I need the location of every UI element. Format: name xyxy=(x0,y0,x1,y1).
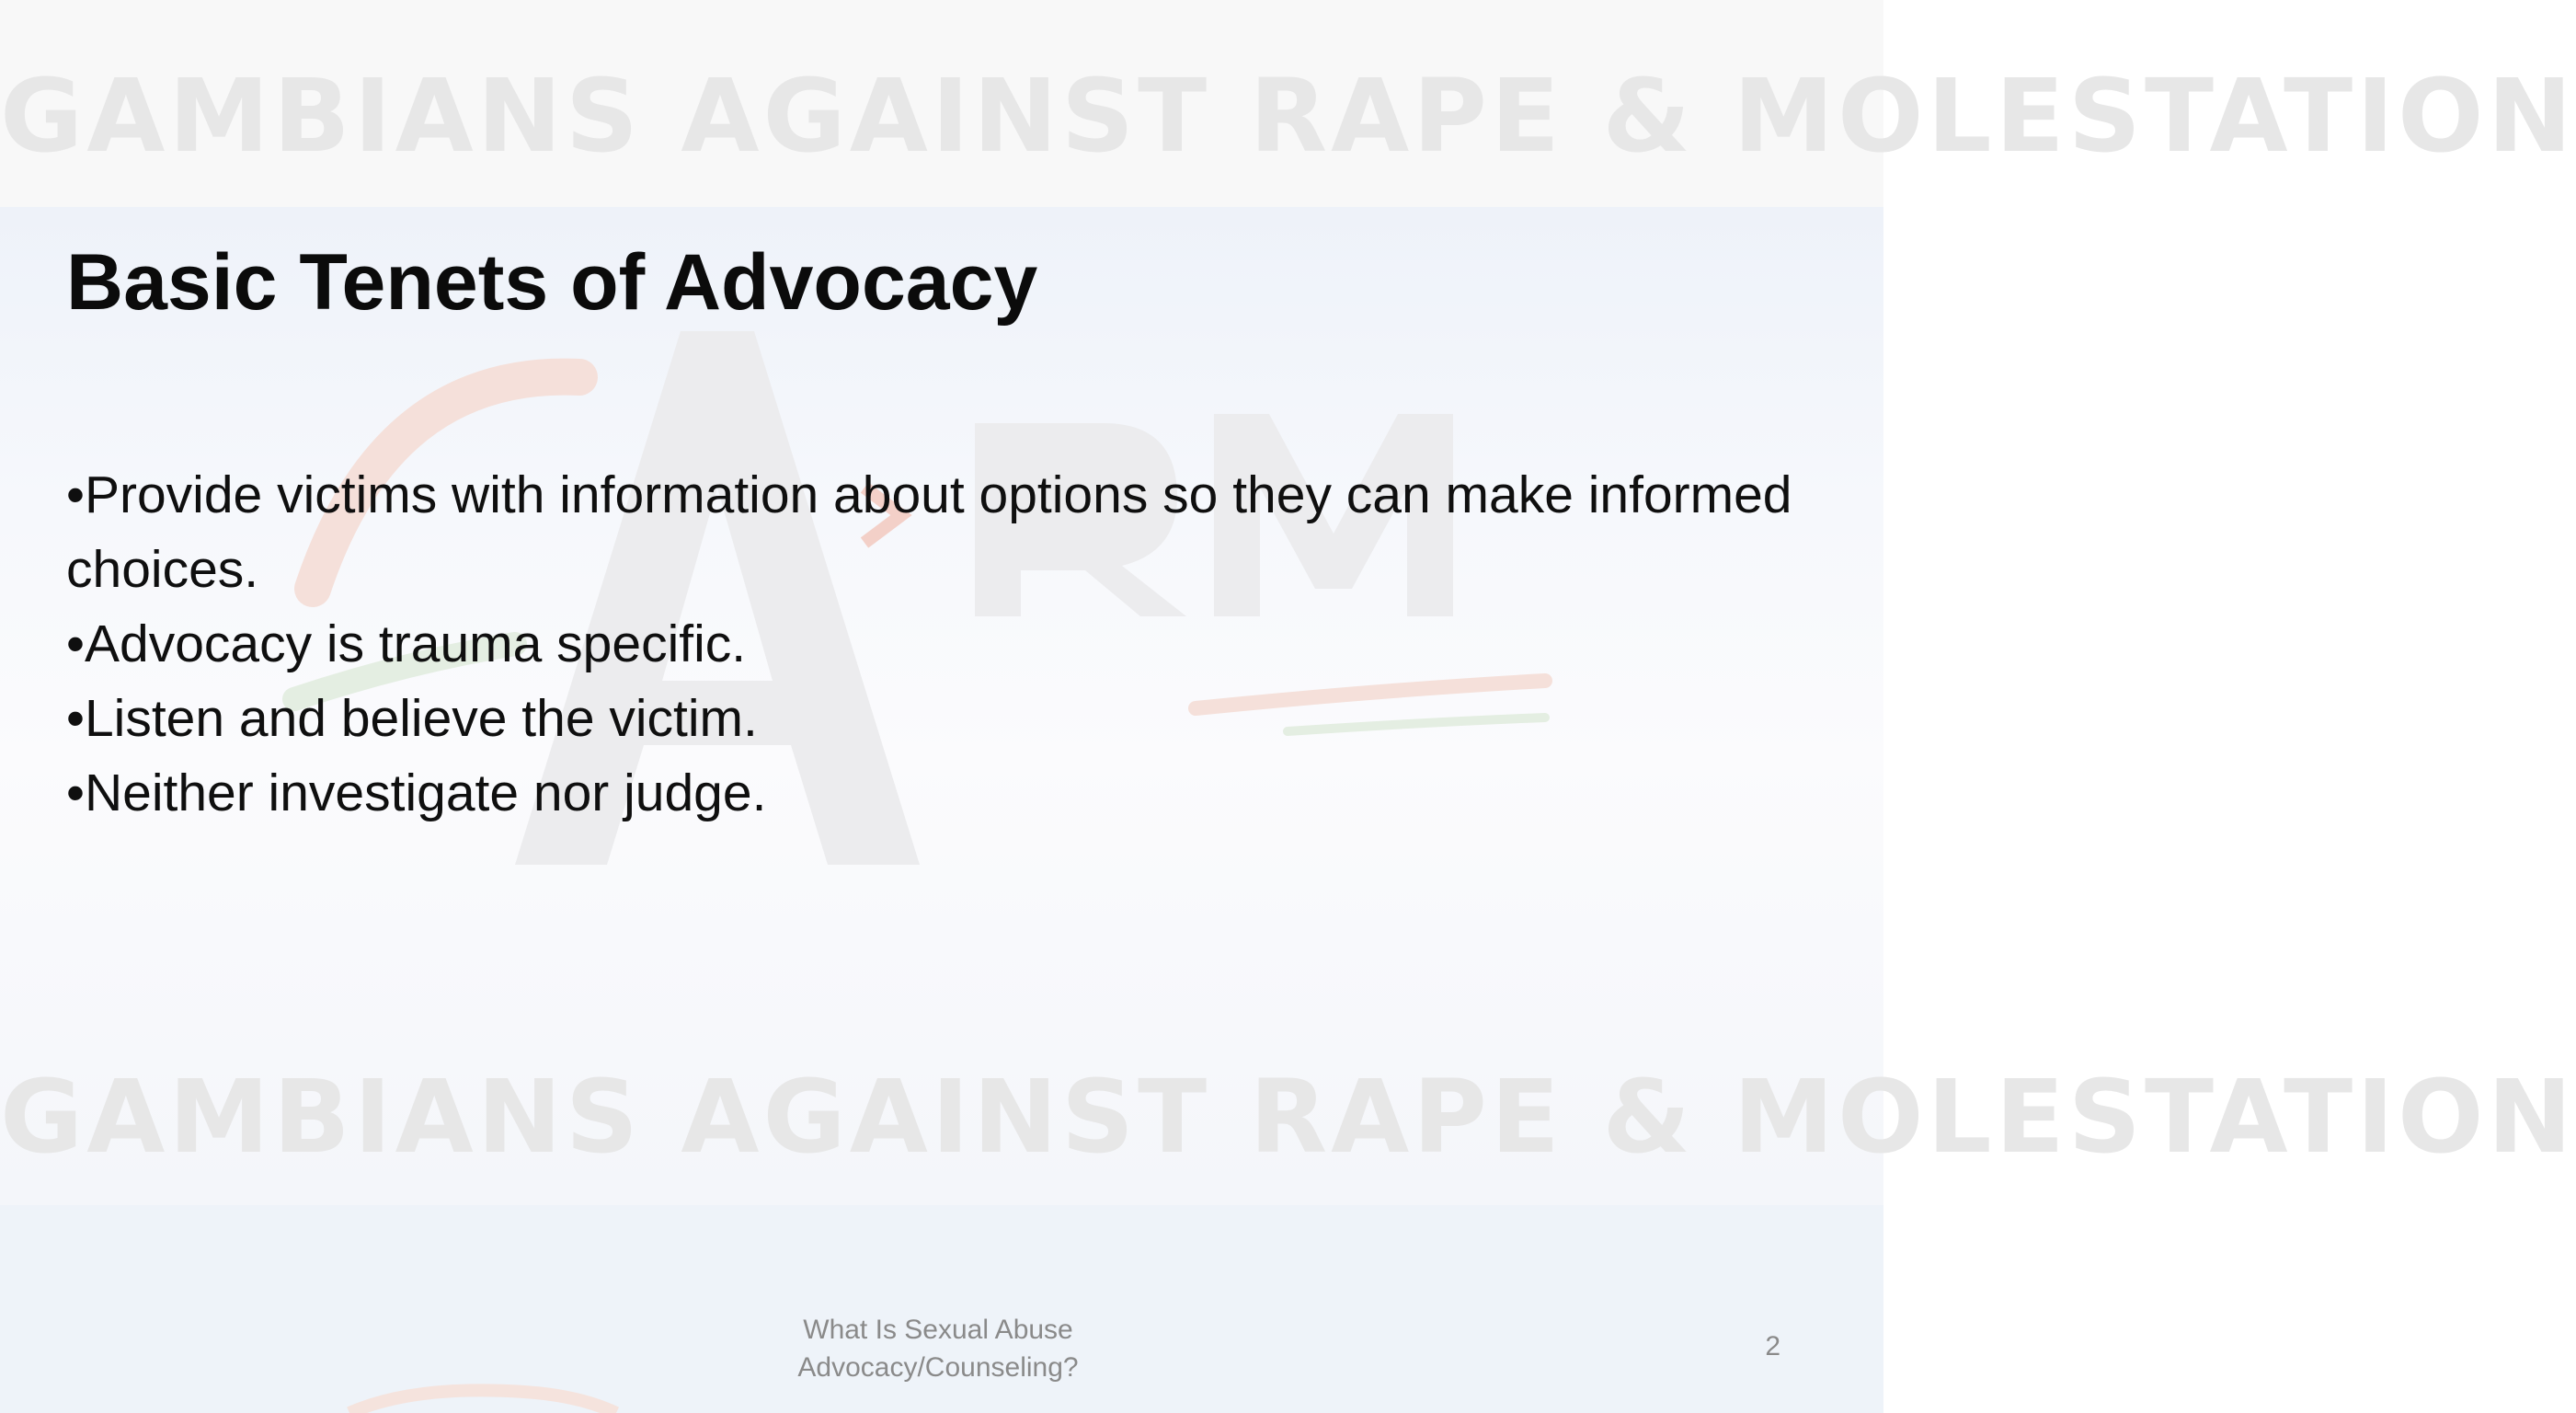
bullet-text: Neither investigate nor judge. xyxy=(84,764,767,822)
slide-title: Basic Tenets of Advocacy xyxy=(66,238,1038,327)
bullet-text: Provide victims with information about options so they can make informed choices. xyxy=(66,465,1792,599)
bullet-marker: • xyxy=(66,689,85,748)
bullet-marker: • xyxy=(66,465,85,524)
bullet-text: Listen and believe the victim. xyxy=(84,689,758,748)
watermark-org-name-bottom: GAMBIANS AGAINST RAPE & MOLESTATION xyxy=(0,1058,2576,1176)
bullet-item xyxy=(66,458,1814,607)
bullet-item xyxy=(66,756,1814,831)
page-number: 2 xyxy=(1765,1331,1780,1361)
bullet-marker: • xyxy=(66,764,85,822)
footer-logo-fragment xyxy=(340,1384,635,1413)
bullet-text: Advocacy is trauma specific. xyxy=(84,615,747,673)
bullet-item xyxy=(66,682,1814,756)
footer-caption-line1: What Is Sexual Abuse xyxy=(803,1315,1073,1345)
watermark-org-name-top: GAMBIANS AGAINST RAPE & MOLESTATION xyxy=(0,57,2576,175)
bullet-list xyxy=(66,458,1814,831)
footer-caption-line2: Advocacy/Counseling? xyxy=(797,1352,1079,1383)
bullet-item xyxy=(66,607,1814,682)
bullet-marker: • xyxy=(66,615,85,673)
footer-caption xyxy=(754,1311,1122,1386)
